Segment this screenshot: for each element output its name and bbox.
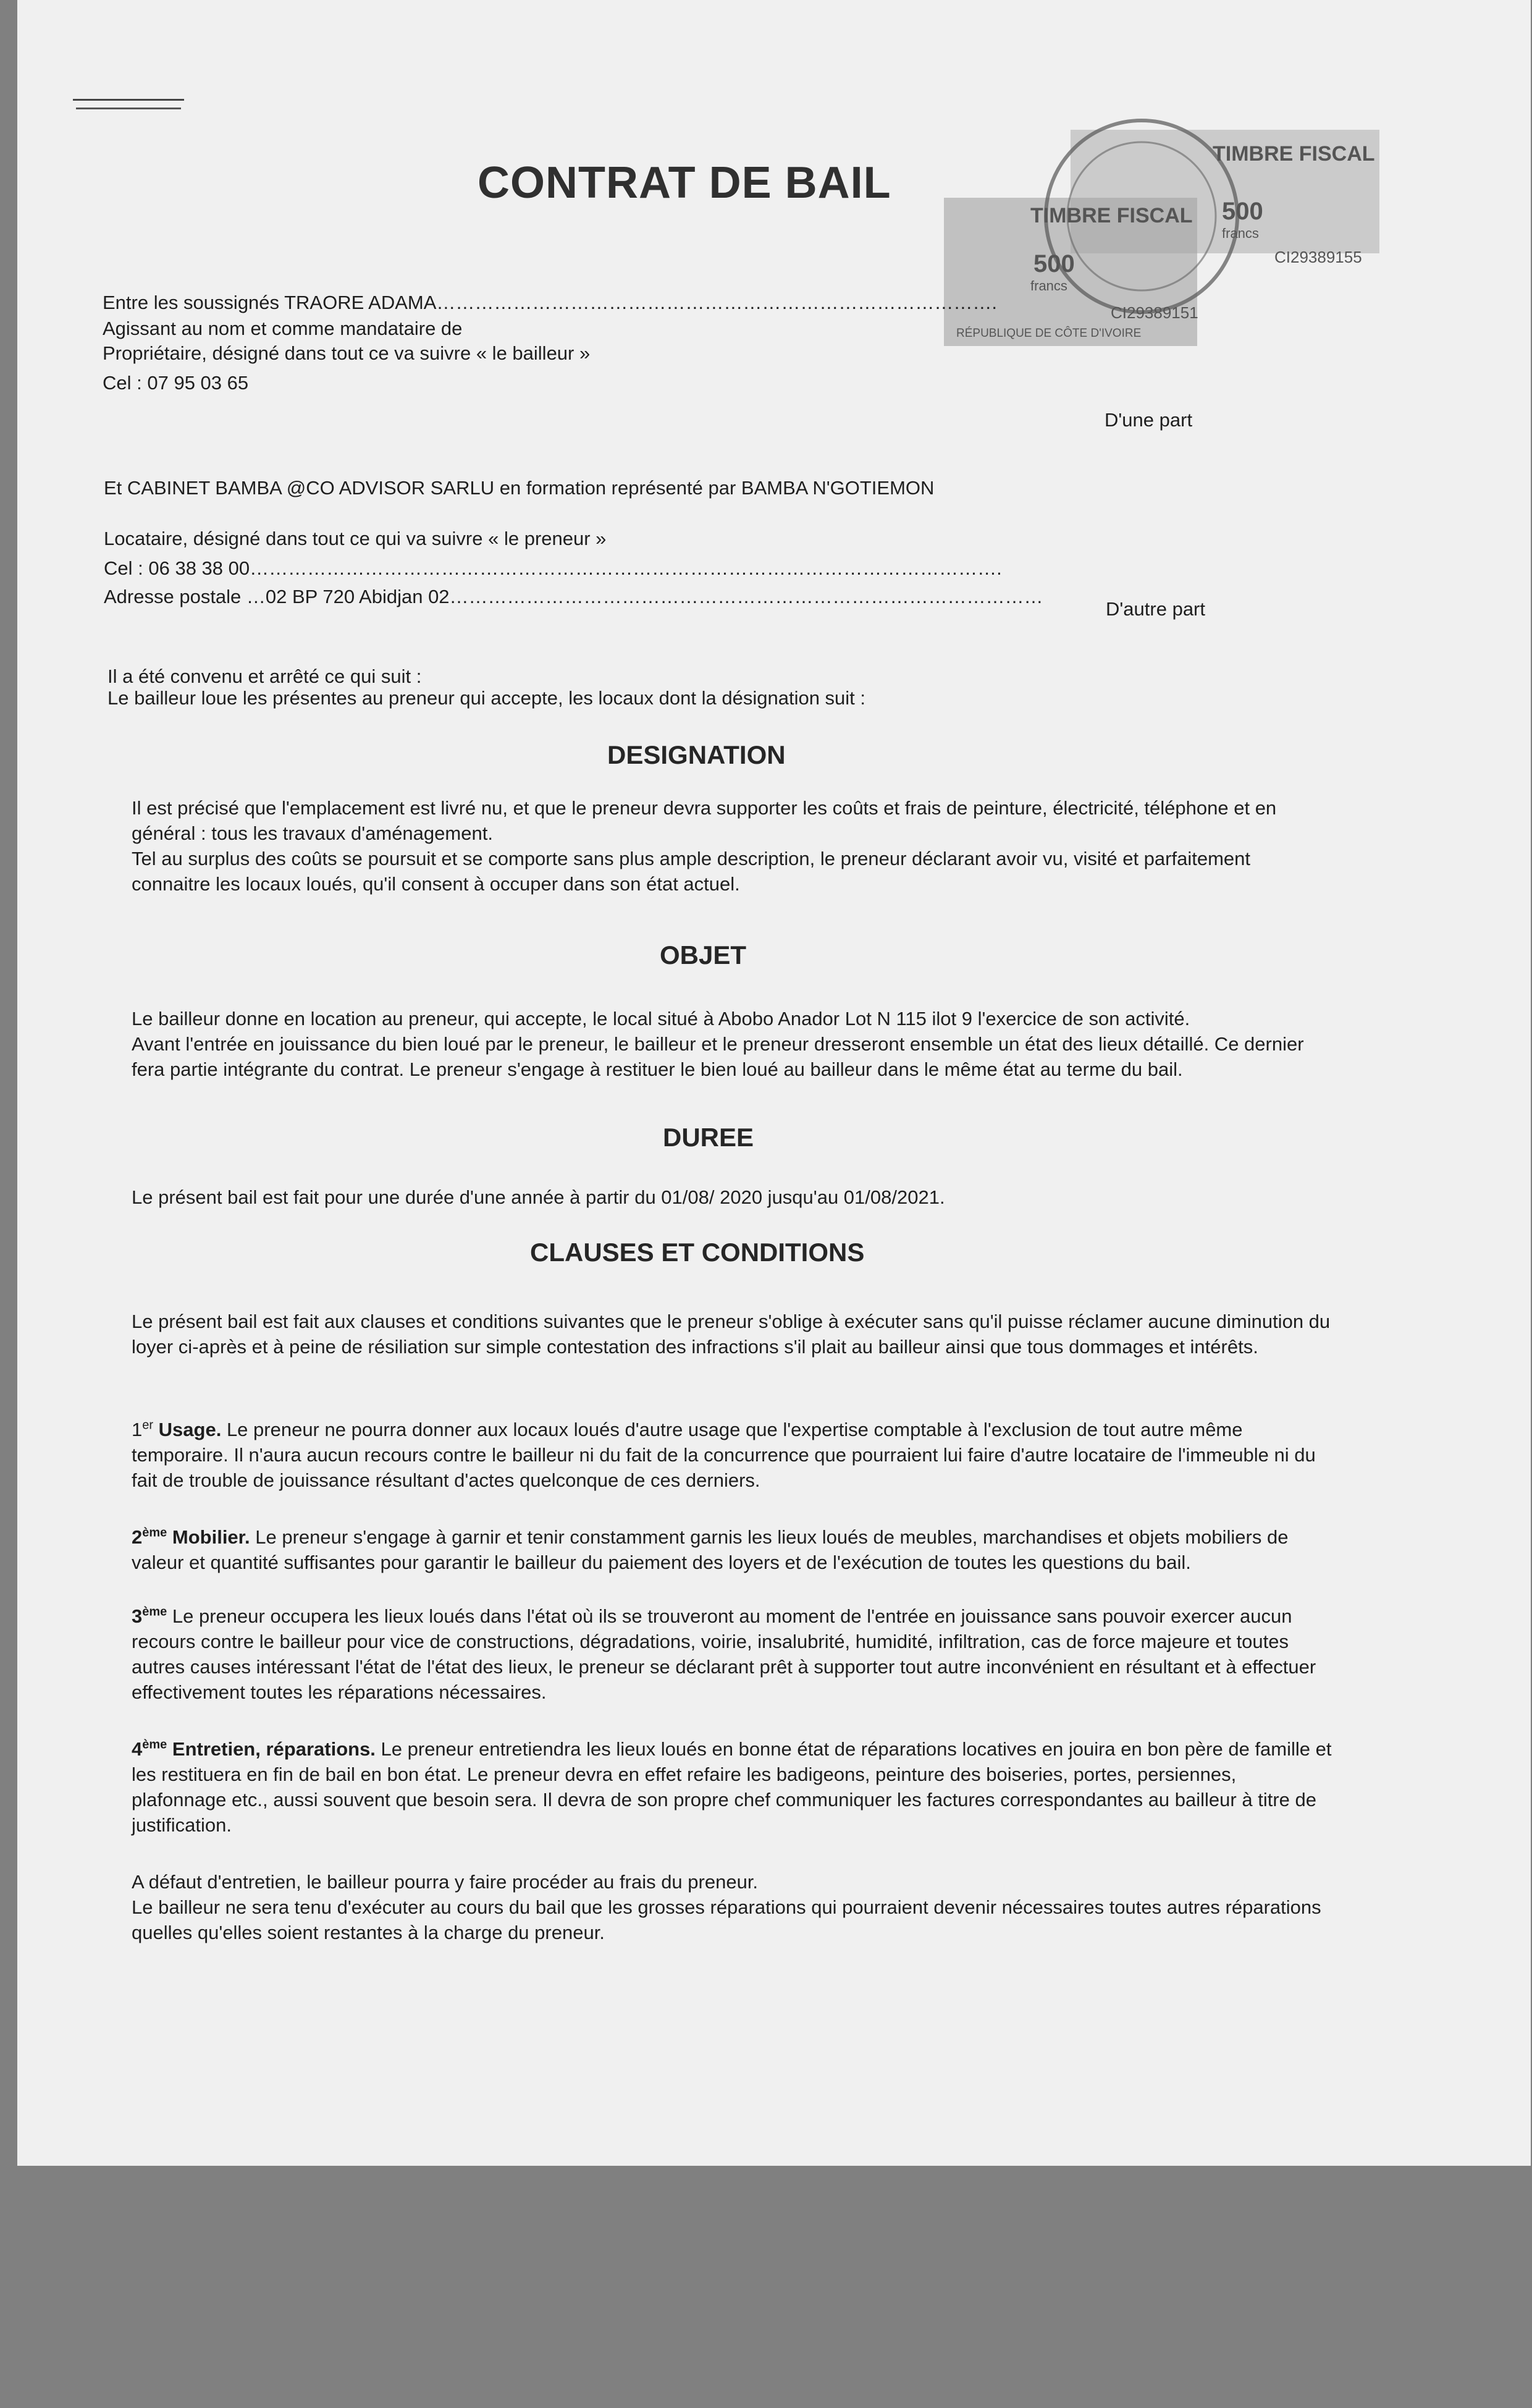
clause-text: Le preneur occupera les lieux loués dans l'état où ils se trouveront au moment de l'entrée en jouissance sans pouvoir exercer aucun recours contre le bailleur pour vice de constructions, dégradations, voirie, insalubrité, humidité, infiltration, cas de force majeure et toutes autres causes intéressant l'état de l'état des lieux, le preneur se déclarant prêt à supporter tout autre inconvénient en résultant et à effectuer effectivement toutes les réparations nécessaires. bbox=[132, 1605, 1316, 1703]
section-heading: DESIGNATION bbox=[607, 740, 786, 769]
objet-text bbox=[132, 1006, 1333, 1082]
bailleur-line: Agissant au nom et comme mandataire de bbox=[103, 318, 463, 339]
stamp-label: TIMBRE FISCAL bbox=[1030, 204, 1193, 227]
stamp-label: TIMBRE FISCAL bbox=[1213, 142, 1375, 166]
fiscal-stamp-icon bbox=[938, 105, 1383, 365]
clause-number: 2 bbox=[132, 1526, 143, 1548]
stamp-currency: francs bbox=[1222, 226, 1259, 241]
paragraph: Le présent bail est fait pour une durée d'une année à partir du 01/08/ 2020 jusqu'au 01/08/2021. bbox=[132, 1186, 945, 1208]
stamp-amount: 500 bbox=[1033, 250, 1075, 277]
paragraph: Il est précisé que l'emplacement est livré nu, et que le preneur devra supporter les coûts et frais de peinture, électricité, téléphone et en général : tous les travaux d'aménagement. bbox=[132, 797, 1277, 844]
document-page bbox=[17, 0, 1531, 2166]
clause-text: Le preneur entretiendra les lieux loués en bonne état de réparations locatives en jouira en bon père de famille et les restituera en fin de bail en bon état. Le preneur devra en effet refaire les badigeons, peinture des boiseries, portes, persiennes, plafonnage etc., aussi souvent que besoin sera. Il devra de son propre chef communiquer les factures correspondantes au bailleur à titre de justification. bbox=[132, 1738, 1332, 1836]
paragraph: Le bailleur donne en location au preneur, qui accepte, le local situé à Abobo Anador Lot N 115 ilot 9 l'exercice de son activité. bbox=[132, 1008, 1190, 1029]
intro-line: Il a été convenu et arrêté ce qui suit : bbox=[107, 665, 422, 687]
paragraph: A défaut d'entretien, le bailleur pourra y faire procéder au frais du preneur. bbox=[132, 1871, 759, 1893]
clause-1 bbox=[132, 1417, 1333, 1493]
clause-title: Mobilier. bbox=[167, 1526, 250, 1548]
clause-text: Le preneur s'engage à garnir et tenir constamment garnis les lieux loués de meubles, marchandises et objets mobiliers de valeur et quantité suffisantes pour garantir le bailleur du paiement des loyers et de l'exécution de toutes les questions du bail. bbox=[132, 1526, 1289, 1573]
preneur-line: Locataire, désigné dans tout ce qui va suivre « le preneur » bbox=[104, 528, 607, 549]
preneur-line: Et CABINET BAMBA @CO ADVISOR SARLU en formation représenté par BAMBA N'GOTIEMON bbox=[104, 477, 935, 499]
part-label: D'autre part bbox=[1106, 598, 1205, 620]
paragraph: Le bailleur ne sera tenu d'exécuter au cours du bail que les grosses réparations qui pourraient devenir nécessaires toutes autres réparations quelles qu'elles soient restantes à la charge du preneur. bbox=[132, 1896, 1321, 1943]
clause-4 bbox=[132, 1736, 1333, 1838]
section-heading: CLAUSES ET CONDITIONS bbox=[530, 1238, 865, 1267]
stamp-serial: CI29389155 bbox=[1274, 248, 1362, 266]
clause-ordinal: ème bbox=[142, 1526, 167, 1540]
scan-mark bbox=[76, 108, 181, 109]
bailleur-line: Propriétaire, désigné dans tout ce va suivre « le bailleur » bbox=[103, 342, 591, 364]
stamp-currency: francs bbox=[1030, 278, 1067, 294]
clause-number: 3 bbox=[132, 1605, 143, 1627]
clause-title: Entretien, réparations. bbox=[167, 1738, 376, 1760]
bailleur-line: Entre les soussignés TRAORE ADAMA……………………………………………………………………………. bbox=[103, 292, 998, 313]
part-label: D'une part bbox=[1105, 409, 1193, 431]
clause-ordinal: ème bbox=[142, 1605, 167, 1619]
section-heading: DUREE bbox=[663, 1123, 754, 1152]
clause-3 bbox=[132, 1603, 1333, 1705]
stamp-amount: 500 bbox=[1222, 198, 1263, 225]
clause-ordinal: ème bbox=[142, 1738, 167, 1752]
clause-number: 4 bbox=[132, 1738, 143, 1760]
section-heading: OBJET bbox=[660, 940, 747, 970]
clause-ordinal: er bbox=[142, 1418, 154, 1432]
clauses-intro bbox=[132, 1309, 1333, 1359]
document-title: CONTRAT DE BAIL bbox=[478, 158, 891, 208]
scan-mark bbox=[73, 99, 184, 101]
final-text bbox=[132, 1869, 1333, 1945]
paragraph: Le présent bail est fait aux clauses et conditions suivantes que le preneur s'oblige à exécuter sans qu'il puisse réclamer aucune diminution du loyer ci-après et à peine de résiliation sur simple contestation des infractions s'il plait au bailleur ainsi que tous dommages et intérêts. bbox=[132, 1311, 1331, 1358]
paragraph: Tel au surplus des coûts se poursuit et se comporte sans plus ample description, le preneur déclarant avoir vu, visité et parfaitement connaitre les locaux loués, qu'il consent à occuper dans son état actuel. bbox=[132, 848, 1250, 895]
clause-title: Usage. bbox=[153, 1419, 222, 1440]
stamp-serial: CI29389151 bbox=[1111, 303, 1198, 322]
clause-text: Le preneur ne pourra donner aux locaux loués d'autre usage que l'expertise comptable à l'exclusion de tout autre même temporaire. Il n'aura aucun recours contre le bailleur ni du fait de la concurrence que pourraient lui faire d'autre locataire de l'immeuble ni du fait de trouble de jouissance résultant d'actes quelconque de ces derniers. bbox=[132, 1419, 1316, 1491]
paragraph: Avant l'entrée en jouissance du bien loué par le preneur, le bailleur et le preneur dresseront ensemble un état des lieux détaillé. Ce dernier fera partie intégrante du contrat. Le preneur s'engage à restituer le bien loué au bailleur dans le même état au terme du bail. bbox=[132, 1033, 1304, 1080]
intro-line: Le bailleur loue les présentes au preneur qui accepte, les locaux dont la désignation suit : bbox=[107, 687, 866, 709]
duree-text bbox=[132, 1185, 1333, 1210]
clause-2 bbox=[132, 1524, 1333, 1575]
stamp-country: RÉPUBLIQUE DE CÔTE D'IVOIRE bbox=[956, 327, 1142, 340]
clause-number: 1 bbox=[132, 1419, 143, 1440]
bailleur-phone: Cel : 07 95 03 65 bbox=[103, 372, 249, 394]
preneur-phone: Cel : 06 38 38 00………………………………………………………………………………………………………. bbox=[104, 557, 1002, 579]
preneur-address: Adresse postale …02 BP 720 Abidjan 02………………………………………………………………………………… bbox=[104, 586, 1043, 607]
designation-text bbox=[132, 795, 1333, 897]
